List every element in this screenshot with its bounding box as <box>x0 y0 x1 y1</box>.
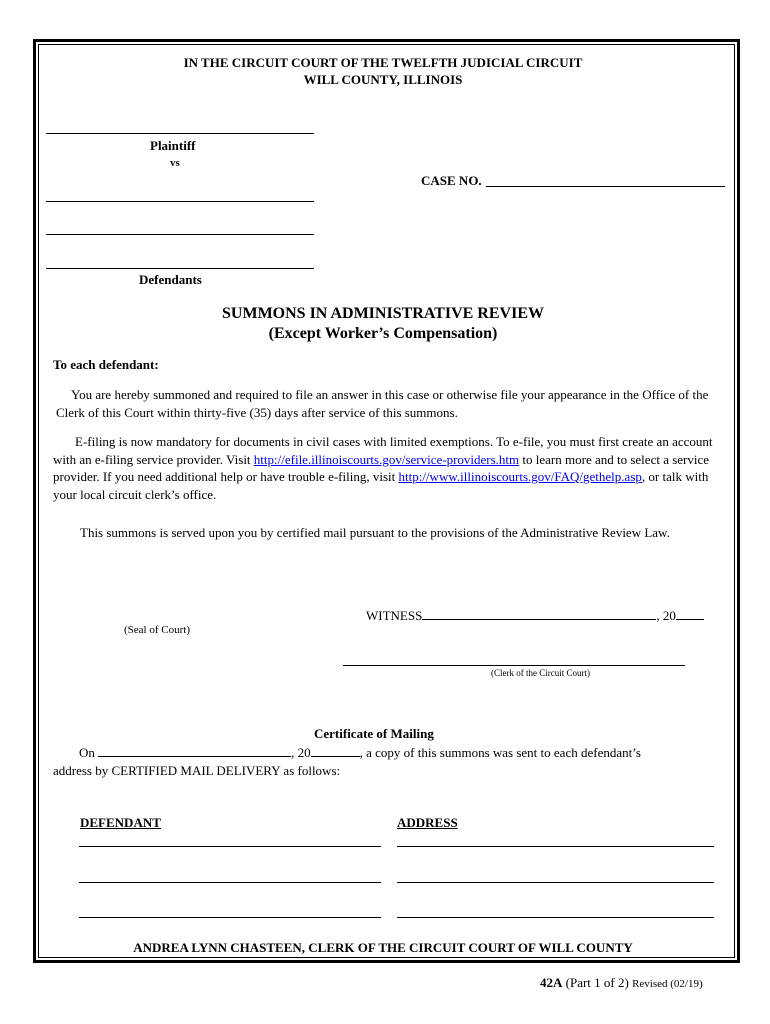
clerk-signature-line[interactable] <box>343 665 685 666</box>
witness-year-prefix: , 20 <box>656 608 676 623</box>
plaintiff-line <box>46 133 314 134</box>
court-name: IN THE CIRCUIT COURT OF THE TWELFTH JUDICIAL CIRCUIT <box>183 55 583 70</box>
address-row-1[interactable] <box>397 846 714 847</box>
efiling-text-b: to learn more and to select a service provider. If you need additional help or have trouble e-filing, visit <box>53 451 710 484</box>
defendant-row-1[interactable] <box>79 846 381 847</box>
witness-label: WITNESS <box>366 608 423 623</box>
address-row-2[interactable] <box>397 882 714 883</box>
efiling-text-a: E-filing is now mandatory for documents in civil cases with limited exemptions. To e-file, you must first create an account with an e-filing service provider. Visit <box>53 434 713 467</box>
summons-title-main: SUMMONS IN ADMINISTRATIVE REVIEW <box>222 305 544 322</box>
summons-title <box>60 304 706 344</box>
defendant-row-3[interactable] <box>79 917 381 918</box>
plaintiff-label: Plaintiff <box>150 138 196 153</box>
defendant-line-2 <box>46 234 314 235</box>
certificate-title: Certificate of Mailing <box>314 726 434 741</box>
vs-label: vs <box>170 157 180 169</box>
clerk-name-footer: ANDREA LYNN CHASTEEN, CLERK OF THE CIRCUIT COURT OF WILL COUNTY <box>133 940 633 955</box>
witness-row <box>366 607 704 624</box>
form-number <box>540 975 703 991</box>
certificate-on: On <box>79 745 95 760</box>
paragraph-certified-mail: This summons is served upon you by certified mail pursuant to the provisions of the Administrative Review Law. <box>80 525 670 540</box>
certificate-line2: address by CERTIFIED MAIL DELIVERY as follows: <box>53 763 341 778</box>
form-part: (Part 1 of 2) <box>565 975 629 990</box>
defendant-line-3 <box>46 268 314 269</box>
court-header <box>60 54 706 88</box>
paragraph-efiling <box>53 433 721 503</box>
county-name: WILL COUNTY, ILLINOIS <box>303 72 463 87</box>
case-no-label: CASE NO. <box>421 173 482 188</box>
certificate-line1 <box>79 744 641 761</box>
defendant-line-1 <box>46 201 314 202</box>
defendants-label: Defendants <box>139 272 202 287</box>
form-revised: Revised (02/19) <box>632 978 703 990</box>
certificate-date-field[interactable] <box>98 744 291 757</box>
clerk-caption: (Clerk of the Circuit Court) <box>491 668 590 678</box>
witness-date-field[interactable] <box>422 607 656 620</box>
witness-year-field[interactable] <box>676 607 704 620</box>
case-no-field[interactable] <box>486 186 725 187</box>
gethelp-link[interactable]: http://www.illinoiscourts.gov/FAQ/gethelp.asp <box>398 469 642 484</box>
certificate-year-field[interactable] <box>311 744 360 757</box>
efiling-text-c: , or talk with your local circuit clerk’s office. <box>53 469 709 502</box>
address-column-header: ADDRESS <box>397 815 458 830</box>
summons-title-sub: (Except Worker’s Compensation) <box>268 325 498 342</box>
seal-of-court: (Seal of Court) <box>124 624 190 636</box>
paragraph-answer-deadline: You are hereby summoned and required to file an answer in this case or otherwise file your appearance in the Office of the Clerk of this Court within thirty-five (35) days after service of this summons. <box>56 387 709 420</box>
certificate-year-prefix: , 20 <box>291 745 311 760</box>
defendant-row-2[interactable] <box>79 882 381 883</box>
certificate-text1: , a copy of this summons was sent to each defendant’s <box>359 745 641 760</box>
address-row-3[interactable] <box>397 917 714 918</box>
to-each-defendant: To each defendant: <box>53 357 159 372</box>
defendant-column-header: DEFENDANT <box>80 815 161 830</box>
efile-providers-link[interactable]: http://efile.illinoiscourts.gov/service-providers.htm <box>253 451 520 467</box>
form-id: 42A <box>540 975 563 990</box>
